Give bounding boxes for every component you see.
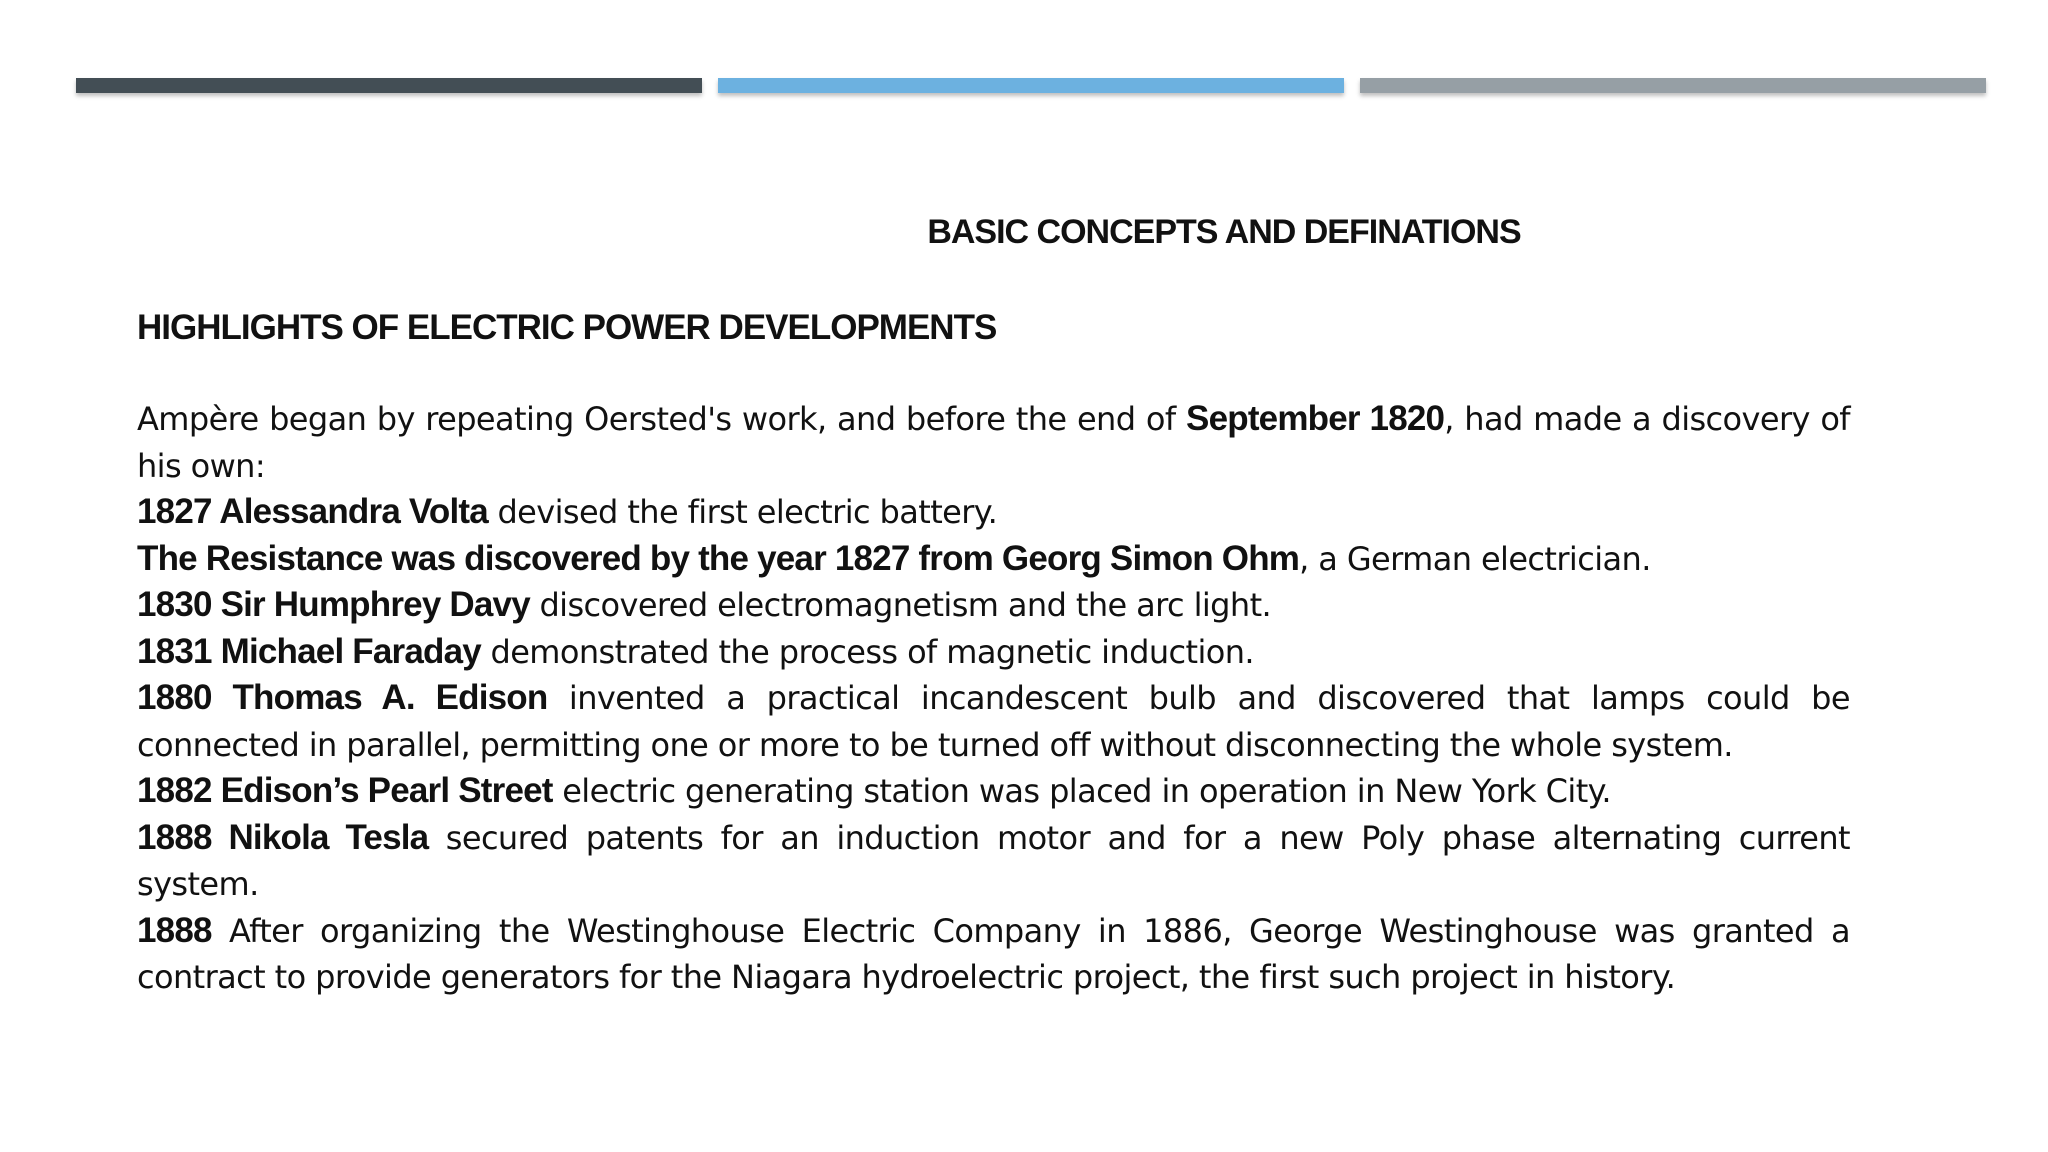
timeline-item-lead: 1888 xyxy=(137,910,212,950)
timeline-item-volta xyxy=(137,489,1850,536)
intro-text-before: Ampère began by repeating Oersted's work, and before the end of xyxy=(137,400,1187,438)
timeline-item-edison xyxy=(137,675,1850,768)
header-bar-gray xyxy=(1360,78,1986,93)
timeline-item-lead: 1830 Sir Humphrey Davy xyxy=(137,585,530,624)
section-heading: HIGHLIGHTS OF ELECTRIC POWER DEVELOPMENTS xyxy=(137,308,997,347)
timeline-item-lead: 1882 Edison’s Pearl Street xyxy=(137,771,553,810)
timeline-item-pearl-street xyxy=(137,768,1850,815)
timeline-item-text: demonstrated the process of magnetic induction. xyxy=(480,632,1254,671)
timeline-item-text: After organizing the Westinghouse Electric Company in 1886, George Westinghouse was granted a contract to provide generators for the Niagara hydroelectric project, the first such project in history. xyxy=(137,911,1850,996)
header-bar-blue xyxy=(718,78,1344,93)
slide-title: BASIC CONCEPTS AND DEFINATIONS xyxy=(927,213,1521,251)
timeline-item-tesla xyxy=(137,815,1850,908)
timeline-item-westinghouse xyxy=(137,908,1850,1001)
timeline-item-text: , a German electrician. xyxy=(1299,539,1651,578)
timeline-item-lead: The Resistance was discovered by the year 1827 from Georg Simon Ohm xyxy=(137,538,1300,578)
timeline-item-text: invented a practical incandescent bulb and discovered that lamps could be connected in parallel, permitting one or more to be turned off without disconnecting the whole system. xyxy=(137,679,1850,764)
timeline-item-text: devised the first electric battery. xyxy=(487,493,998,531)
intro-paragraph xyxy=(137,396,1850,489)
timeline-item-text: discovered electromagnetism and the arc light. xyxy=(529,586,1272,624)
intro-text-after: , had made a discovery of his own: xyxy=(137,400,1850,485)
timeline-item-lead: 1888 Nikola Tesla xyxy=(137,817,429,857)
timeline-item-text: electric generating station was placed in operation in New York City. xyxy=(552,772,1611,810)
timeline-item-text: secured patents for an induction motor and for a new Poly phase alternating current system. xyxy=(137,818,1850,903)
timeline-item-davy xyxy=(137,582,1850,629)
slide-body xyxy=(137,306,1850,1001)
timeline-item-ohm xyxy=(137,536,1850,583)
header-bar-dark xyxy=(76,78,702,93)
timeline-item-lead: 1880 Thomas A. Edison xyxy=(137,678,548,717)
timeline-item-lead: 1831 Michael Faraday xyxy=(137,631,481,671)
intro-date: September 1820 xyxy=(1186,399,1445,438)
timeline-item-lead: 1827 Alessandra Volta xyxy=(137,492,488,531)
timeline-item-faraday xyxy=(137,629,1850,676)
